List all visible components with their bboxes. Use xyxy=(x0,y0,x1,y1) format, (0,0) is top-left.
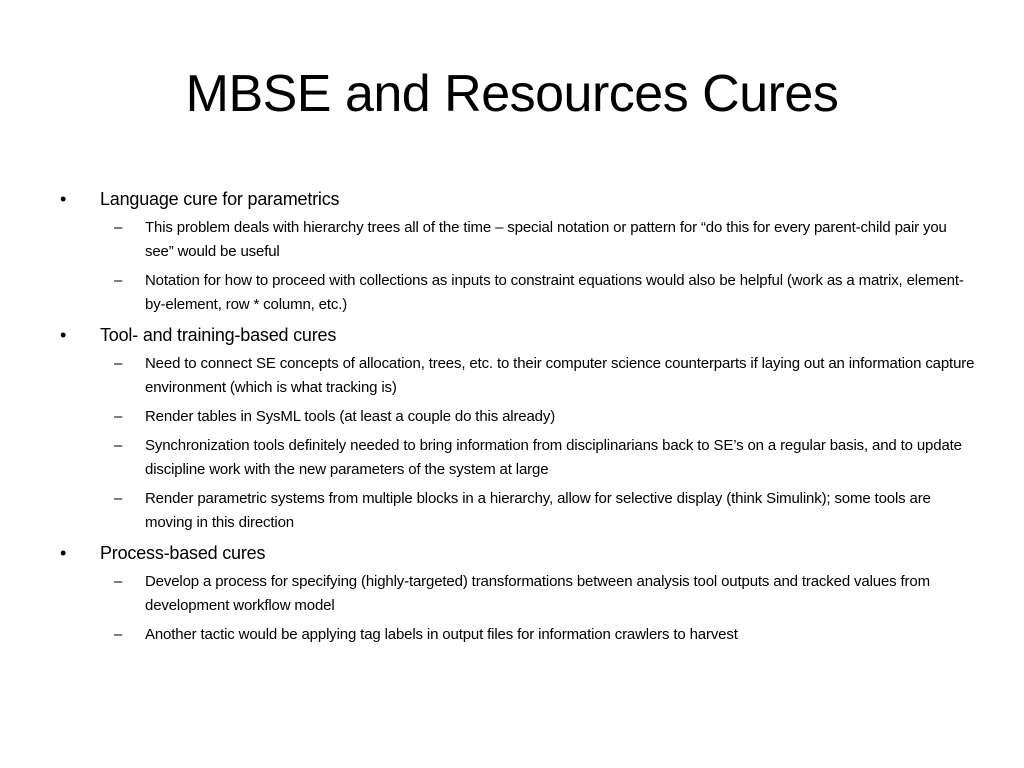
bullet-item-process-cures xyxy=(58,540,978,647)
bullet-icon: • xyxy=(60,543,67,563)
dash-icon: – xyxy=(114,573,123,590)
slide-title: MBSE and Resources Cures xyxy=(185,65,839,123)
dash-icon: – xyxy=(114,408,123,425)
sub-bullet-item xyxy=(100,570,978,618)
bullet-heading: Language cure for parametrics xyxy=(100,189,340,209)
sub-bullet-list xyxy=(100,216,978,317)
dash-icon: – xyxy=(114,626,123,643)
dash-icon: – xyxy=(114,437,123,454)
sub-bullet-list xyxy=(100,352,978,535)
sub-bullet-item xyxy=(100,352,978,400)
sub-bullet-item xyxy=(100,216,978,264)
dash-icon: – xyxy=(114,272,123,289)
sub-bullet-text: This problem deals with hierarchy trees all of the time – special notation or pattern for “do this for every parent-child pair you see” would be useful xyxy=(145,219,947,260)
bullet-item-language-cure xyxy=(58,186,978,317)
bullet-icon: • xyxy=(60,189,67,209)
sub-bullet-text: Notation for how to proceed with collections as inputs to constraint equations would also be helpful (work as a matrix, element-by-element, row * column, etc.) xyxy=(145,272,964,313)
dash-icon: – xyxy=(114,355,123,372)
sub-bullet-item xyxy=(100,269,978,317)
slide-content xyxy=(58,186,978,652)
sub-bullet-text: Need to connect SE concepts of allocation, trees, etc. to their computer science counterparts if laying out an information capture environment (which is what tracking is) xyxy=(145,355,975,396)
sub-bullet-item xyxy=(100,434,978,482)
bullet-item-tool-training-cures xyxy=(58,322,978,535)
sub-bullet-text: Render tables in SysML tools (at least a couple do this already) xyxy=(145,408,556,425)
sub-bullet-text: Synchronization tools definitely needed to bring information from disciplinarians back to SE’s on a regular basis, and to update discipline work with the new parameters of the system at large xyxy=(145,437,962,478)
sub-bullet-item xyxy=(100,405,978,429)
bullet-heading: Tool- and training-based cures xyxy=(100,325,337,345)
sub-bullet-text: Another tactic would be applying tag labels in output files for information crawlers to harvest xyxy=(145,626,738,643)
sub-bullet-item xyxy=(100,487,978,535)
sub-bullet-text: Render parametric systems from multiple blocks in a hierarchy, allow for selective display (think Simulink); some tools are moving in this direction xyxy=(145,490,931,531)
bullet-list xyxy=(58,186,978,647)
sub-bullet-item xyxy=(100,623,978,647)
dash-icon: – xyxy=(114,490,123,507)
sub-bullet-list xyxy=(100,570,978,647)
dash-icon: – xyxy=(114,219,123,236)
bullet-heading: Process-based cures xyxy=(100,543,266,563)
sub-bullet-text: Develop a process for specifying (highly-targeted) transformations between analysis tool outputs and tracked values from development workflow model xyxy=(145,573,930,614)
bullet-icon: • xyxy=(60,325,67,345)
